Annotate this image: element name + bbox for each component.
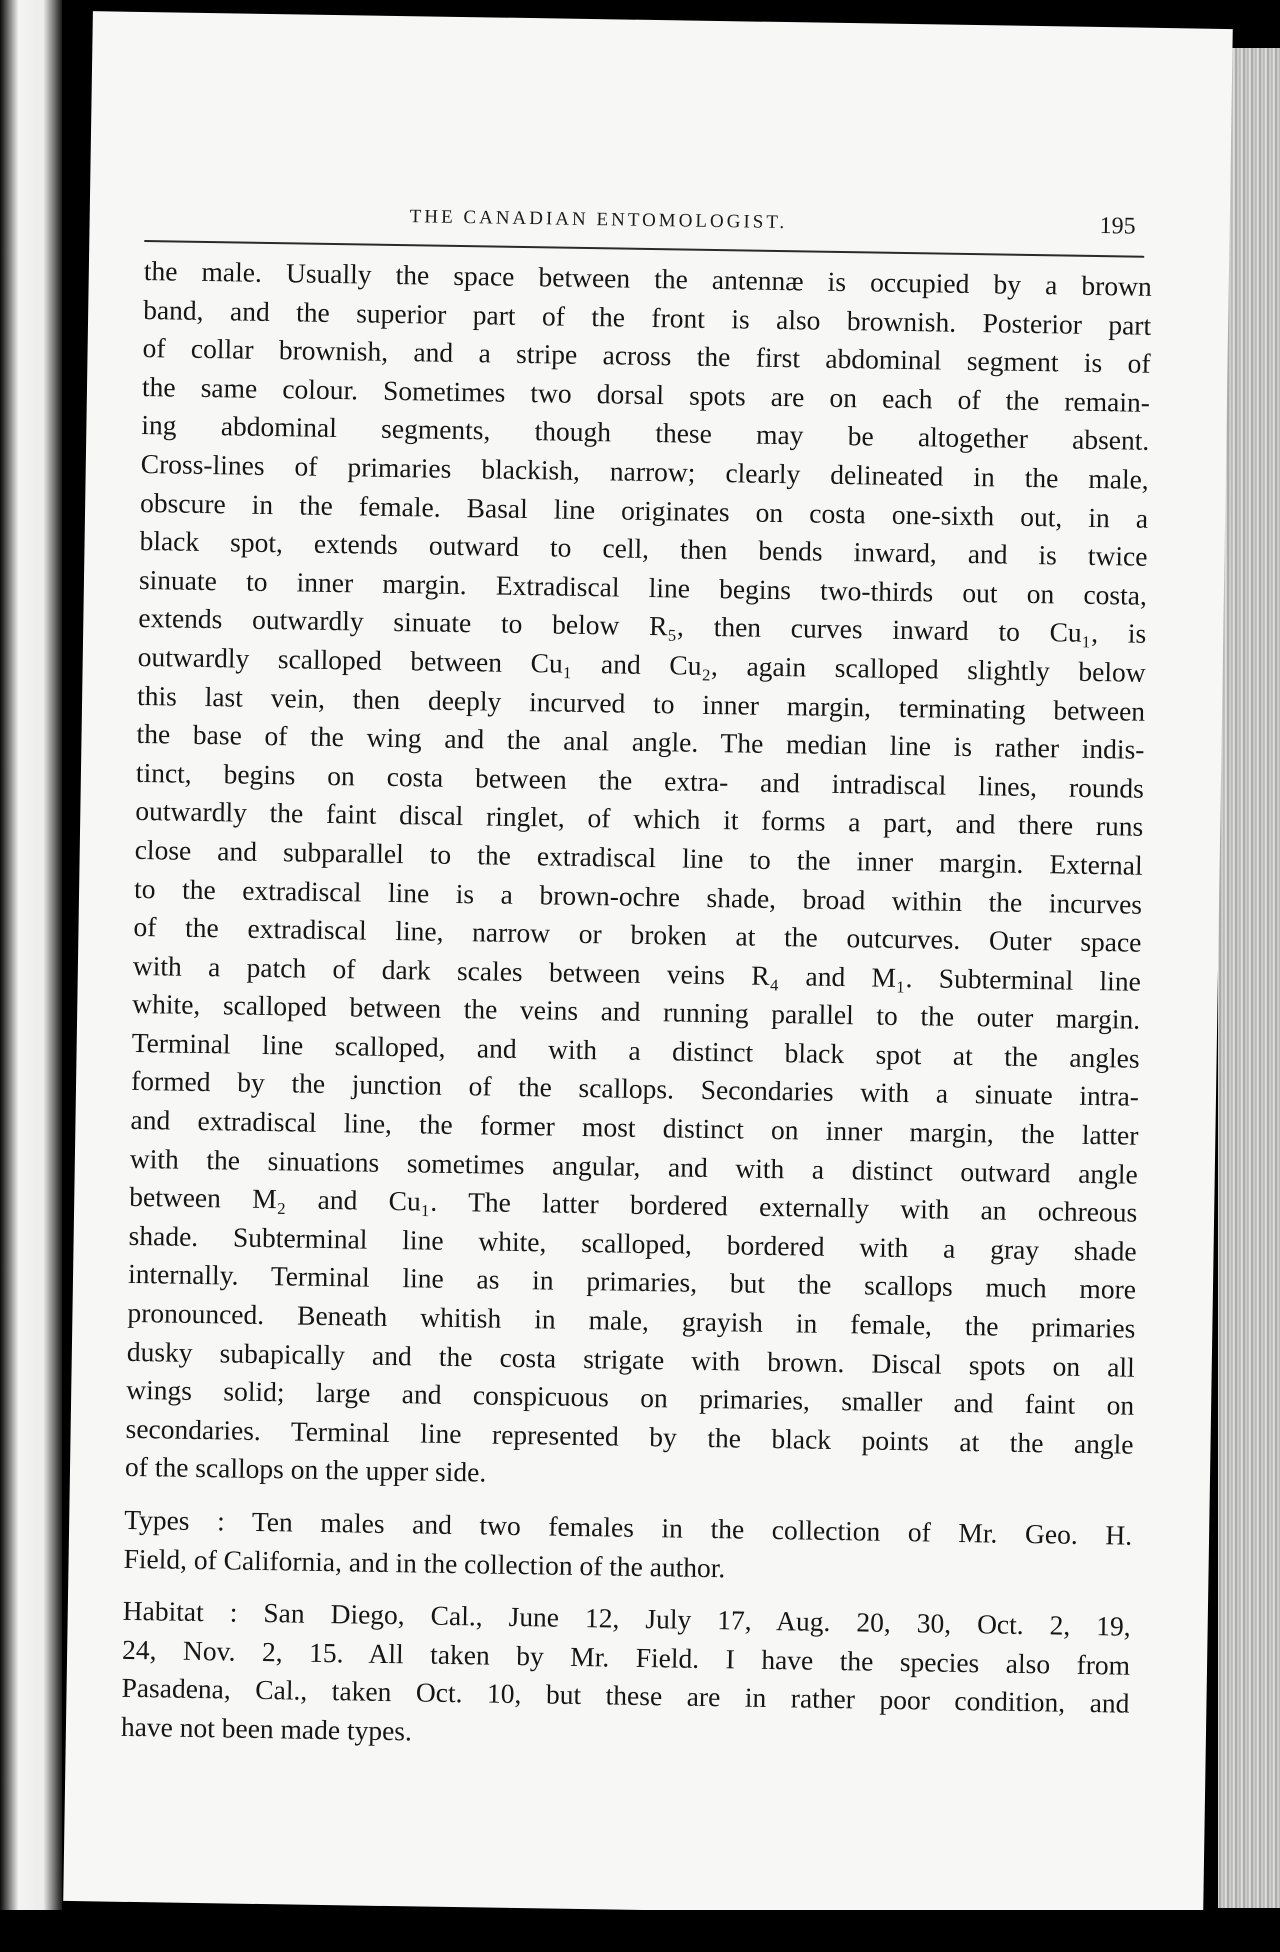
text-line: tinct, begins on costa between the extra- and intradiscal lines, rounds bbox=[135, 756, 1145, 804]
text-line: and extradiscal line, the former most distinct on inner margin, the latter bbox=[130, 1103, 1139, 1151]
text-line: extends outwardly sinuate to below R₅, then curves inward to Cu₁, is bbox=[138, 602, 1147, 650]
text-line: formed by the junction of the scallops. Secondaries with a sinuate intra- bbox=[130, 1065, 1140, 1113]
text-line: dusky subapically and the costa strigate with brown. Discal spots on all bbox=[126, 1335, 1135, 1383]
text-line: to the extradiscal line is a brown-ochre shade, broad within the incurves bbox=[133, 872, 1143, 920]
text-line: black spot, extends outward to cell, then bends inward, and is twice bbox=[139, 525, 1148, 572]
text-line: this last vein, then deeply incurved to inner margin, terminating between bbox=[136, 679, 1146, 727]
text-line: close and subparallel to the extradiscal line to the inner margin. External bbox=[134, 833, 1143, 881]
text-line: obscure in the female. Basal line originates on costa one-sixth out, in a bbox=[139, 486, 1149, 534]
text-line: the same colour. Sometimes two dorsal spots are on each of the remain- bbox=[141, 370, 1151, 418]
left-page-edge bbox=[0, 0, 62, 1952]
text-line: Types : Ten males and two females in the collection of Mr. Geo. H. bbox=[123, 1503, 1133, 1551]
paragraph bbox=[123, 1501, 1132, 1594]
text-line: have not been made types. bbox=[120, 1710, 413, 1747]
text-line: white, scalloped between the veins and running parallel to the outer margin. bbox=[132, 988, 1141, 1036]
paragraph bbox=[125, 252, 1152, 1503]
text-line: wings solid; large and conspicuous on primaries, smaller and faint on bbox=[126, 1374, 1135, 1421]
text-line: outwardly scalloped between Cu₁ and Cu₂, again scalloped slightly below bbox=[137, 640, 1146, 688]
body-text bbox=[121, 252, 1152, 1762]
text-line: with a patch of dark scales between veins R₄ and M₁. Subterminal line bbox=[132, 949, 1142, 997]
text-line: outwardly the faint discal ringlet, of which it forms a part, and there runs bbox=[135, 795, 1144, 843]
text-line: band, and the superior part of the front is also brownish. Posterior part bbox=[142, 293, 1152, 341]
text-line: the base of the wing and the anal angle. The median line is rather indis- bbox=[136, 718, 1145, 765]
text-line: Field, of California, and in the collection of the author. bbox=[123, 1542, 726, 1583]
text-line: ing abdominal segments, though these may be altogether absent. bbox=[141, 409, 1150, 457]
text-line: sinuate to inner margin. Extradiscal line begins two-thirds out on costa, bbox=[138, 563, 1148, 611]
text-line: secondaries. Terminal line represented by the black points at the angle bbox=[125, 1412, 1134, 1460]
text-line: Habitat : San Diego, Cal., June 12, July 17, Aug. 20, 30, Oct. 2, 19, bbox=[122, 1595, 1131, 1642]
paragraph bbox=[121, 1592, 1131, 1762]
text-line: Terminal line scalloped, and with a distinct black spot at the angles bbox=[131, 1026, 1140, 1074]
bottom-edge bbox=[0, 1910, 1280, 1952]
text-line: internally. Terminal line as in primaries, but the scallops much more bbox=[127, 1258, 1137, 1306]
text-line: Cross-lines of primaries blackish, narrow; clearly delineated in the male, bbox=[140, 447, 1149, 495]
text-line: Pasadena, Cal., taken Oct. 10, but these are in rather poor condition, and bbox=[121, 1672, 1130, 1720]
text-line: of collar brownish, and a stripe across the first abdominal segment is of bbox=[142, 332, 1151, 380]
text-line: the male. Usually the space between the antennæ is occupied by a brown bbox=[143, 254, 1152, 302]
running-head bbox=[89, 183, 1230, 251]
text-line: 24, Nov. 2, 15. All taken by Mr. Field. I have the species also from bbox=[121, 1633, 1131, 1681]
page-number: 195 bbox=[1099, 213, 1136, 240]
book-page bbox=[63, 11, 1233, 1919]
text-line: pronounced. Beneath whitish in male, grayish in female, the primaries bbox=[127, 1296, 1136, 1344]
journal-title: THE CANADIAN ENTOMOLOGIST. bbox=[409, 206, 788, 234]
text-line: of the extradiscal line, narrow or broken at the outcurves. Outer space bbox=[133, 911, 1142, 958]
text-line: shade. Subterminal line white, scalloped, bordered with a gray shade bbox=[128, 1219, 1137, 1267]
text-line: with the sinuations sometimes angular, and with a distinct outward angle bbox=[129, 1142, 1139, 1190]
text-line: of the scallops on the upper side. bbox=[124, 1451, 487, 1488]
text-line: between M₂ and Cu₁. The latter bordered externally with an ochreous bbox=[129, 1181, 1138, 1228]
